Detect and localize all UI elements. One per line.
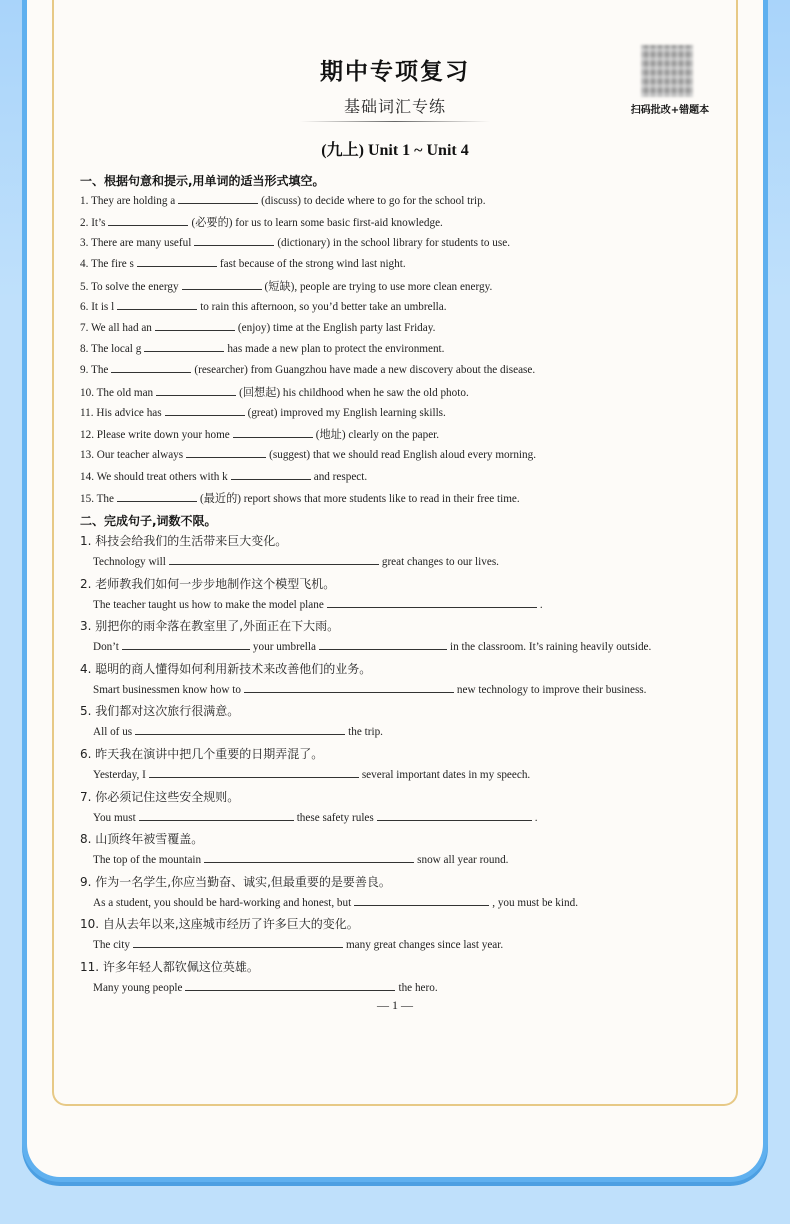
chinese-prompt: 8. 山顶终年被雪覆盖。: [80, 832, 204, 846]
fill-item: 7. We all had an (enjoy) time at the English party last Friday.: [80, 322, 436, 334]
translation-item: Smart businessmen know how to new technology to improve their business.: [93, 684, 647, 696]
answer-blank[interactable]: [108, 215, 188, 226]
answer-blank[interactable]: [117, 491, 197, 502]
page-title: 期中专项复习: [320, 59, 470, 85]
answer-blank[interactable]: [354, 895, 489, 906]
unit-title: (九上) Unit 1 ~ Unit 4: [321, 142, 469, 159]
answer-blank[interactable]: [144, 341, 224, 352]
translation-item: Many young people the hero.: [93, 982, 438, 994]
answer-blank[interactable]: [182, 279, 262, 290]
subtitle-divider: [300, 121, 490, 122]
answer-blank[interactable]: [135, 724, 345, 735]
fill-item: 1. They are holding a (discuss) to decide where to go for the school trip.: [80, 195, 486, 207]
answer-blank[interactable]: [233, 427, 313, 438]
answer-blank[interactable]: [231, 469, 311, 480]
answer-blank[interactable]: [185, 980, 395, 991]
chinese-prompt: 1. 科技会给我们的生活带来巨大变化。: [80, 534, 288, 548]
section1-heading: 一、根据句意和提示,用单词的适当形式填空。: [80, 174, 325, 188]
fill-item: 12. Please write down your home (地址) clearly on the paper.: [80, 429, 440, 441]
answer-blank[interactable]: [137, 256, 217, 267]
answer-blank[interactable]: [165, 405, 245, 416]
answer-blank[interactable]: [111, 362, 191, 373]
answer-blank[interactable]: [149, 767, 359, 778]
answer-blank[interactable]: [186, 447, 266, 458]
answer-blank[interactable]: [156, 385, 236, 396]
chinese-prompt: 11. 许多年轻人都钦佩这位英雄。: [80, 960, 259, 974]
page-subtitle: 基础词汇专练: [343, 97, 446, 116]
fill-item: 14. We should treat others with k and respect.: [80, 471, 368, 483]
translation-item: The teacher taught us how to make the model plane .: [93, 599, 543, 611]
answer-blank[interactable]: [169, 554, 379, 565]
fill-item: 5. To solve the energy (短缺), people are trying to use more clean energy.: [80, 281, 493, 293]
fill-item: 4. The fire s fast because of the strong wind last night.: [80, 258, 406, 270]
page-number: — 1 —: [377, 998, 413, 1012]
chinese-prompt: 5. 我们都对这次旅行很满意。: [80, 704, 240, 718]
answer-blank[interactable]: [244, 682, 454, 693]
answer-blank[interactable]: [377, 810, 532, 821]
answer-blank[interactable]: [117, 299, 197, 310]
chinese-prompt: 3. 别把你的雨伞落在教室里了,外面正在下大雨。: [80, 619, 340, 633]
answer-blank[interactable]: [204, 852, 414, 863]
answer-blank[interactable]: [319, 639, 447, 650]
answer-blank[interactable]: [155, 320, 235, 331]
section2-heading: 二、完成句子,词数不限。: [80, 514, 217, 528]
chinese-prompt: 10. 自从去年以来,这座城市经历了许多巨大的变化。: [80, 917, 359, 931]
chinese-prompt: 9. 作为一名学生,你应当勤奋、诚实,但最重要的是要善良。: [80, 875, 391, 889]
fill-item: 15. The (最近的) report shows that more students like to read in their free time.: [80, 493, 520, 505]
qr-label: 扫码批改+错题本: [630, 105, 710, 116]
chinese-prompt: 4. 聪明的商人懂得如何利用新技术来改善他们的业务。: [80, 662, 372, 676]
answer-blank[interactable]: [133, 937, 343, 948]
answer-blank[interactable]: [178, 193, 258, 204]
translation-item: Technology will great changes to our lives.: [93, 556, 499, 568]
answer-blank[interactable]: [194, 235, 274, 246]
fill-item: 10. The old man (回想起) his childhood when he saw the old photo.: [80, 387, 469, 399]
chinese-prompt: 7. 你必须记住这些安全规则。: [80, 790, 240, 804]
answer-blank[interactable]: [139, 810, 294, 821]
chinese-prompt: 6. 昨天我在演讲中把几个重要的日期弄混了。: [80, 747, 324, 761]
fill-item: 3. There are many useful (dictionary) in the school library for students to use.: [80, 237, 511, 249]
translation-item: Yesterday, I several important dates in my speech.: [93, 769, 531, 781]
translation-item: Don’t your umbrella in the classroom. It’s raining heavily outside.: [93, 641, 652, 653]
fill-item: 13. Our teacher always (suggest) that we should read English aloud every morning.: [80, 449, 537, 461]
answer-blank[interactable]: [122, 639, 250, 650]
qr-code-icon[interactable]: [641, 45, 693, 97]
translation-item: All of us the trip.: [93, 726, 383, 738]
translation-item: You must these safety rules .: [93, 812, 538, 824]
answer-blank[interactable]: [327, 597, 537, 608]
fill-item: 11. His advice has (great) improved my English learning skills.: [80, 407, 446, 419]
fill-item: 6. It is l to rain this afternoon, so you’d better take an umbrella.: [80, 301, 447, 313]
fill-item: 8. The local g has made a new plan to protect the environment.: [80, 343, 445, 355]
translation-item: The city many great changes since last year.: [93, 939, 504, 951]
chinese-prompt: 2. 老师教我们如何一步步地制作这个模型飞机。: [80, 577, 336, 591]
translation-item: As a student, you should be hard-working and honest, but , you must be kind.: [93, 897, 578, 909]
fill-item: 9. The (researcher) from Guangzhou have made a new discovery about the disease.: [80, 364, 536, 376]
translation-item: The top of the mountain snow all year round.: [93, 854, 509, 866]
fill-item: 2. It’s (必要的) for us to learn some basic first-aid knowledge.: [80, 217, 443, 229]
